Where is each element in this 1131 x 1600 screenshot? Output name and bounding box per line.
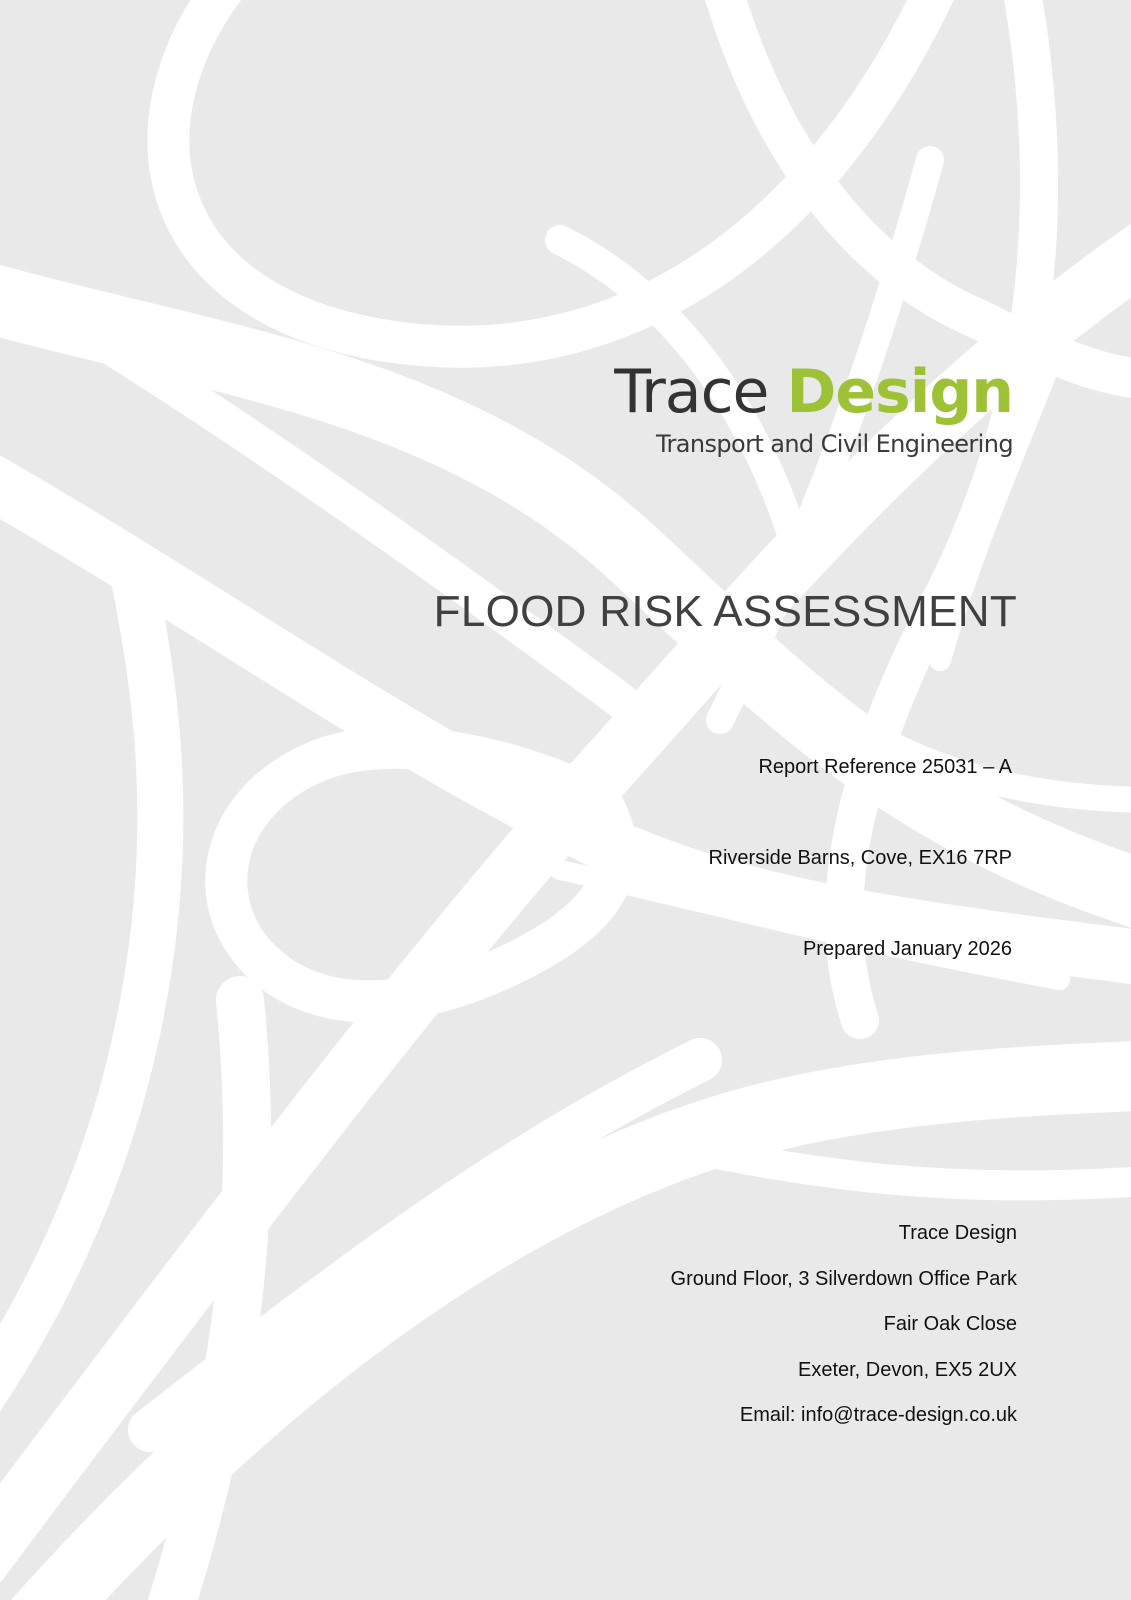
company-logo (614, 357, 1013, 458)
logo-tagline: Transport and Civil Engineering (655, 430, 1013, 458)
contact-address-line-1: Ground Floor, 3 Silverdown Office Park (670, 1267, 1017, 1290)
document-title: FLOOD RISK ASSESSMENT (433, 587, 1017, 636)
contact-email[interactable]: Email: info@trace-design.co.uk (739, 1404, 1017, 1426)
contact-address-line-3: Exeter, Devon, EX5 2UX (797, 1358, 1017, 1381)
logo-word-trace: Trace (614, 357, 769, 427)
contact-company: Trace Design (898, 1222, 1017, 1244)
contact-address-line-2: Fair Oak Close (883, 1313, 1017, 1335)
site-address: Riverside Barns, Cove, EX16 7RP (708, 847, 1012, 869)
prepared-date: Prepared January 2026 (802, 938, 1012, 960)
logo-wordmark (614, 357, 1013, 427)
logo-word-design: Design (786, 357, 1013, 427)
report-reference: Report Reference 25031 – A (758, 756, 1012, 778)
contact-address-block (671, 1211, 1017, 1439)
